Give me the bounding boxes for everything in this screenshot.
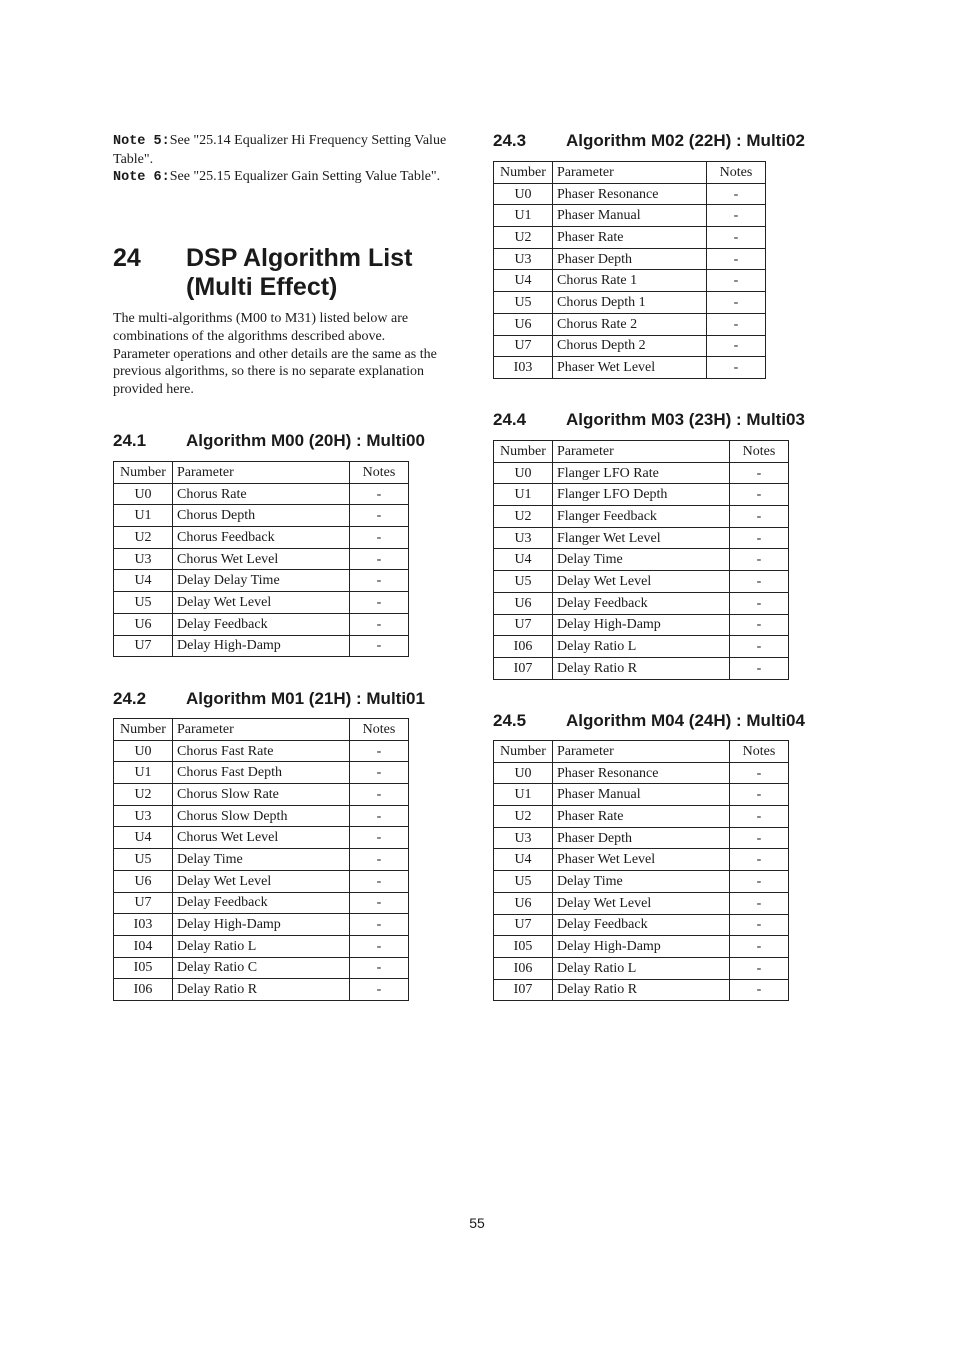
cell-number: I05 — [494, 936, 553, 958]
cell-notes: - — [707, 270, 766, 292]
cell-parameter: Phaser Resonance — [553, 762, 730, 784]
cell-notes: - — [730, 462, 789, 484]
table-row — [494, 957, 789, 979]
table-row — [114, 827, 409, 849]
cell-notes: - — [730, 527, 789, 549]
section-number: 24.1 — [113, 431, 147, 450]
parameter-table — [493, 440, 789, 680]
table-row — [114, 870, 409, 892]
table-row — [114, 592, 409, 614]
table-row — [494, 506, 789, 528]
table-row — [114, 527, 409, 549]
cell-notes: - — [730, 784, 789, 806]
cell-notes: - — [707, 292, 766, 314]
page-number: 55 — [469, 1215, 485, 1231]
cell-notes: - — [730, 914, 789, 936]
cell-notes: - — [350, 527, 409, 549]
cell-number: U0 — [494, 462, 553, 484]
note-5-text: See "25.14 Equalizer Hi Frequency Setting Value Table". — [113, 133, 447, 167]
cell-number: U6 — [494, 313, 553, 335]
section-title — [493, 131, 805, 151]
cell-number: U6 — [494, 892, 553, 914]
table-body — [114, 462, 409, 657]
cell-notes: - — [730, 636, 789, 658]
cell-number: I03 — [494, 357, 553, 379]
table-row — [114, 762, 409, 784]
table-row — [494, 270, 766, 292]
table-row — [494, 892, 789, 914]
cell-number: I04 — [114, 935, 173, 957]
cell-number: U7 — [494, 914, 553, 936]
cell-number: U5 — [114, 592, 173, 614]
cell-parameter: Delay High-Damp — [173, 914, 350, 936]
cell-notes: - — [350, 635, 409, 657]
table-header-row — [494, 162, 766, 184]
cell-notes: - — [350, 740, 409, 762]
cell-notes: - — [730, 849, 789, 871]
cell-parameter: Chorus Rate 1 — [553, 270, 707, 292]
cell-parameter: Chorus Rate — [173, 483, 350, 505]
cell-number: U6 — [114, 870, 173, 892]
cell-parameter: Delay Ratio C — [173, 957, 350, 979]
section-title — [493, 410, 805, 430]
header-notes: Notes — [707, 162, 766, 184]
table-row — [114, 979, 409, 1001]
cell-parameter: Chorus Fast Rate — [173, 740, 350, 762]
cell-notes: - — [350, 784, 409, 806]
table-row — [494, 657, 789, 679]
cell-number: U2 — [114, 527, 173, 549]
table-row — [114, 740, 409, 762]
cell-parameter: Chorus Slow Depth — [173, 805, 350, 827]
cell-notes: - — [350, 935, 409, 957]
chapter-number: 24 — [113, 244, 141, 272]
cell-parameter: Phaser Rate — [553, 806, 730, 828]
cell-notes: - — [730, 592, 789, 614]
cell-number: U3 — [494, 827, 553, 849]
cell-number: U2 — [494, 506, 553, 528]
header-parameter: Parameter — [553, 741, 730, 763]
cell-number: U5 — [114, 849, 173, 871]
cell-number: U0 — [494, 183, 553, 205]
header-parameter: Parameter — [173, 719, 350, 741]
cell-notes: - — [730, 762, 789, 784]
table-row — [494, 205, 766, 227]
parameter-table — [113, 461, 409, 657]
table-row — [494, 979, 789, 1001]
cell-parameter: Delay Wet Level — [173, 870, 350, 892]
table-row — [494, 871, 789, 893]
table-row — [494, 484, 789, 506]
header-notes: Notes — [350, 719, 409, 741]
table-row — [114, 635, 409, 657]
cell-parameter: Phaser Wet Level — [553, 849, 730, 871]
table-row — [114, 570, 409, 592]
cell-number: U4 — [494, 849, 553, 871]
table-row — [494, 849, 789, 871]
cell-number: U7 — [114, 892, 173, 914]
cell-number: U0 — [494, 762, 553, 784]
header-parameter: Parameter — [553, 441, 730, 463]
header-parameter: Parameter — [553, 162, 707, 184]
cell-parameter: Chorus Wet Level — [173, 548, 350, 570]
cell-number: I07 — [494, 657, 553, 679]
cell-number: U4 — [114, 827, 173, 849]
cell-notes: - — [730, 892, 789, 914]
note-5 — [113, 132, 448, 169]
header-number: Number — [494, 162, 553, 184]
cell-parameter: Delay Feedback — [553, 914, 730, 936]
cell-notes: - — [350, 762, 409, 784]
cell-notes: - — [707, 313, 766, 335]
table-row — [494, 357, 766, 379]
cell-number: I07 — [494, 979, 553, 1001]
table-body — [494, 441, 789, 680]
parameter-table — [493, 740, 789, 1001]
table-row — [114, 805, 409, 827]
chapter-intro: The multi-algorithms (M00 to M31) listed below are combinations of the algorithms described above. Parameter operations and other details are the same as the previous algorithms, so there is no separate explanation provided here. — [113, 311, 437, 398]
table-row — [494, 183, 766, 205]
cell-number: U6 — [494, 592, 553, 614]
table-row — [494, 636, 789, 658]
table-row — [114, 849, 409, 871]
header-notes: Notes — [730, 441, 789, 463]
header-number: Number — [114, 719, 173, 741]
section-title-text: Algorithm M01 (21H) : Multi01 — [186, 689, 425, 708]
table-row — [494, 806, 789, 828]
section-number: 24.2 — [113, 689, 147, 708]
cell-parameter: Delay Wet Level — [553, 571, 730, 593]
cell-parameter: Delay Wet Level — [553, 892, 730, 914]
cell-number: I06 — [494, 636, 553, 658]
table-row — [494, 549, 789, 571]
table-row — [114, 505, 409, 527]
cell-notes: - — [707, 335, 766, 357]
cell-parameter: Flanger LFO Depth — [553, 484, 730, 506]
table-row — [494, 762, 789, 784]
cell-notes: - — [350, 483, 409, 505]
table-row — [114, 914, 409, 936]
cell-number: U5 — [494, 292, 553, 314]
cell-notes: - — [707, 205, 766, 227]
table-row — [114, 613, 409, 635]
cell-parameter: Phaser Depth — [553, 827, 730, 849]
cell-parameter: Delay Ratio L — [173, 935, 350, 957]
cell-parameter: Flanger LFO Rate — [553, 462, 730, 484]
table-row — [114, 892, 409, 914]
cell-notes: - — [730, 657, 789, 679]
header-notes: Notes — [350, 462, 409, 484]
section-title-text: Algorithm M00 (20H) : Multi00 — [186, 431, 425, 450]
cell-parameter: Delay Ratio L — [553, 957, 730, 979]
cell-parameter: Phaser Depth — [553, 248, 707, 270]
cell-parameter: Chorus Depth — [173, 505, 350, 527]
cell-number: I06 — [494, 957, 553, 979]
cell-notes: - — [730, 979, 789, 1001]
cell-number: U2 — [494, 227, 553, 249]
cell-number: U1 — [494, 784, 553, 806]
cell-parameter: Phaser Rate — [553, 227, 707, 249]
cell-parameter: Delay Ratio R — [173, 979, 350, 1001]
cell-notes: - — [730, 871, 789, 893]
cell-notes: - — [730, 806, 789, 828]
table-row — [494, 571, 789, 593]
note-6-text: See "25.15 Equalizer Gain Setting Value Table". — [169, 169, 441, 184]
cell-notes: - — [730, 484, 789, 506]
cell-notes: - — [350, 827, 409, 849]
cell-parameter: Phaser Resonance — [553, 183, 707, 205]
table-row — [494, 227, 766, 249]
header-number: Number — [494, 741, 553, 763]
header-parameter: Parameter — [173, 462, 350, 484]
cell-notes: - — [730, 936, 789, 958]
table-header-row — [494, 741, 789, 763]
table-row — [114, 548, 409, 570]
section-title-text: Algorithm M03 (23H) : Multi03 — [566, 410, 805, 429]
header-number: Number — [114, 462, 173, 484]
cell-notes: - — [350, 805, 409, 827]
section-number: 24.5 — [493, 711, 527, 730]
cell-number: U6 — [114, 613, 173, 635]
table-row — [114, 935, 409, 957]
cell-notes: - — [707, 227, 766, 249]
cell-number: U7 — [494, 614, 553, 636]
parameter-table — [113, 718, 409, 1001]
cell-parameter: Delay Time — [173, 849, 350, 871]
cell-parameter: Phaser Manual — [553, 784, 730, 806]
cell-notes: - — [350, 892, 409, 914]
cell-notes: - — [350, 570, 409, 592]
cell-number: U0 — [114, 740, 173, 762]
section-title — [113, 431, 425, 451]
cell-number: U1 — [114, 505, 173, 527]
cell-parameter: Delay High-Damp — [553, 936, 730, 958]
cell-notes: - — [730, 571, 789, 593]
table-header-row — [114, 719, 409, 741]
cell-parameter: Chorus Depth 2 — [553, 335, 707, 357]
cell-number: I06 — [114, 979, 173, 1001]
section-title-text: Algorithm M02 (22H) : Multi02 — [566, 131, 805, 150]
cell-parameter: Delay Ratio R — [553, 657, 730, 679]
cell-number: U4 — [494, 549, 553, 571]
table-row — [494, 592, 789, 614]
cell-number: I05 — [114, 957, 173, 979]
chapter-title-text: DSP Algorithm List (Multi Effect) — [186, 244, 413, 301]
cell-notes: - — [707, 357, 766, 379]
cell-number: U3 — [114, 805, 173, 827]
cell-parameter: Delay High-Damp — [173, 635, 350, 657]
cell-notes: - — [730, 549, 789, 571]
cell-parameter: Delay High-Damp — [553, 614, 730, 636]
cell-parameter: Chorus Slow Rate — [173, 784, 350, 806]
cell-parameter: Delay Ratio L — [553, 636, 730, 658]
note-6 — [113, 168, 448, 187]
cell-notes: - — [350, 914, 409, 936]
cell-number: U1 — [494, 484, 553, 506]
header-notes: Notes — [730, 741, 789, 763]
cell-notes: - — [350, 957, 409, 979]
cell-number: U7 — [114, 635, 173, 657]
table-row — [494, 335, 766, 357]
section-title — [493, 711, 805, 731]
cell-number: I03 — [114, 914, 173, 936]
cell-parameter: Delay Feedback — [173, 892, 350, 914]
cell-notes: - — [350, 979, 409, 1001]
cell-notes: - — [350, 548, 409, 570]
cell-notes: - — [350, 613, 409, 635]
cell-number: U5 — [494, 871, 553, 893]
cell-notes: - — [707, 248, 766, 270]
table-row — [494, 936, 789, 958]
cell-number: U4 — [494, 270, 553, 292]
cell-parameter: Chorus Rate 2 — [553, 313, 707, 335]
cell-parameter: Delay Time — [553, 549, 730, 571]
header-number: Number — [494, 441, 553, 463]
table-header-row — [494, 441, 789, 463]
cell-parameter: Chorus Feedback — [173, 527, 350, 549]
cell-notes: - — [707, 183, 766, 205]
note-6-label: Note 6: — [113, 170, 170, 185]
section-number: 24.3 — [493, 131, 527, 150]
cell-notes: - — [730, 827, 789, 849]
cell-number: U7 — [494, 335, 553, 357]
cell-parameter: Chorus Wet Level — [173, 827, 350, 849]
cell-parameter: Flanger Feedback — [553, 506, 730, 528]
table-row — [494, 914, 789, 936]
table-row — [494, 784, 789, 806]
cell-parameter: Delay Wet Level — [173, 592, 350, 614]
cell-number: U2 — [114, 784, 173, 806]
cell-number: U0 — [114, 483, 173, 505]
section-title — [113, 689, 425, 709]
table-body — [494, 741, 789, 1001]
cell-number: U2 — [494, 806, 553, 828]
cell-number: U3 — [494, 527, 553, 549]
cell-notes: - — [350, 870, 409, 892]
parameter-table — [493, 161, 766, 379]
cell-number: U1 — [494, 205, 553, 227]
cell-notes: - — [350, 505, 409, 527]
table-header-row — [114, 462, 409, 484]
table-row — [494, 614, 789, 636]
cell-parameter: Delay Delay Time — [173, 570, 350, 592]
cell-notes: - — [350, 849, 409, 871]
cell-parameter: Phaser Wet Level — [553, 357, 707, 379]
cell-number: U3 — [494, 248, 553, 270]
cell-notes: - — [350, 592, 409, 614]
table-row — [494, 313, 766, 335]
cell-parameter: Flanger Wet Level — [553, 527, 730, 549]
chapter-title — [113, 244, 448, 302]
table-row — [494, 292, 766, 314]
cell-notes: - — [730, 506, 789, 528]
cell-parameter: Delay Time — [553, 871, 730, 893]
cell-parameter: Delay Ratio R — [553, 979, 730, 1001]
cell-number: U3 — [114, 548, 173, 570]
table-row — [114, 957, 409, 979]
table-row — [114, 483, 409, 505]
cell-parameter: Chorus Fast Depth — [173, 762, 350, 784]
cell-parameter: Delay Feedback — [553, 592, 730, 614]
table-row — [114, 784, 409, 806]
section-title-text: Algorithm M04 (24H) : Multi04 — [566, 711, 805, 730]
table-row — [494, 248, 766, 270]
cell-notes: - — [730, 957, 789, 979]
table-body — [494, 162, 766, 379]
cell-number: U1 — [114, 762, 173, 784]
table-row — [494, 827, 789, 849]
table-row — [494, 527, 789, 549]
cell-number: U5 — [494, 571, 553, 593]
note-5-label: Note 5: — [113, 134, 170, 149]
cell-parameter: Phaser Manual — [553, 205, 707, 227]
cell-notes: - — [730, 614, 789, 636]
cell-parameter: Delay Feedback — [173, 613, 350, 635]
section-number: 24.4 — [493, 410, 527, 429]
cell-parameter: Chorus Depth 1 — [553, 292, 707, 314]
table-body — [114, 719, 409, 1001]
cell-number: U4 — [114, 570, 173, 592]
table-row — [494, 462, 789, 484]
